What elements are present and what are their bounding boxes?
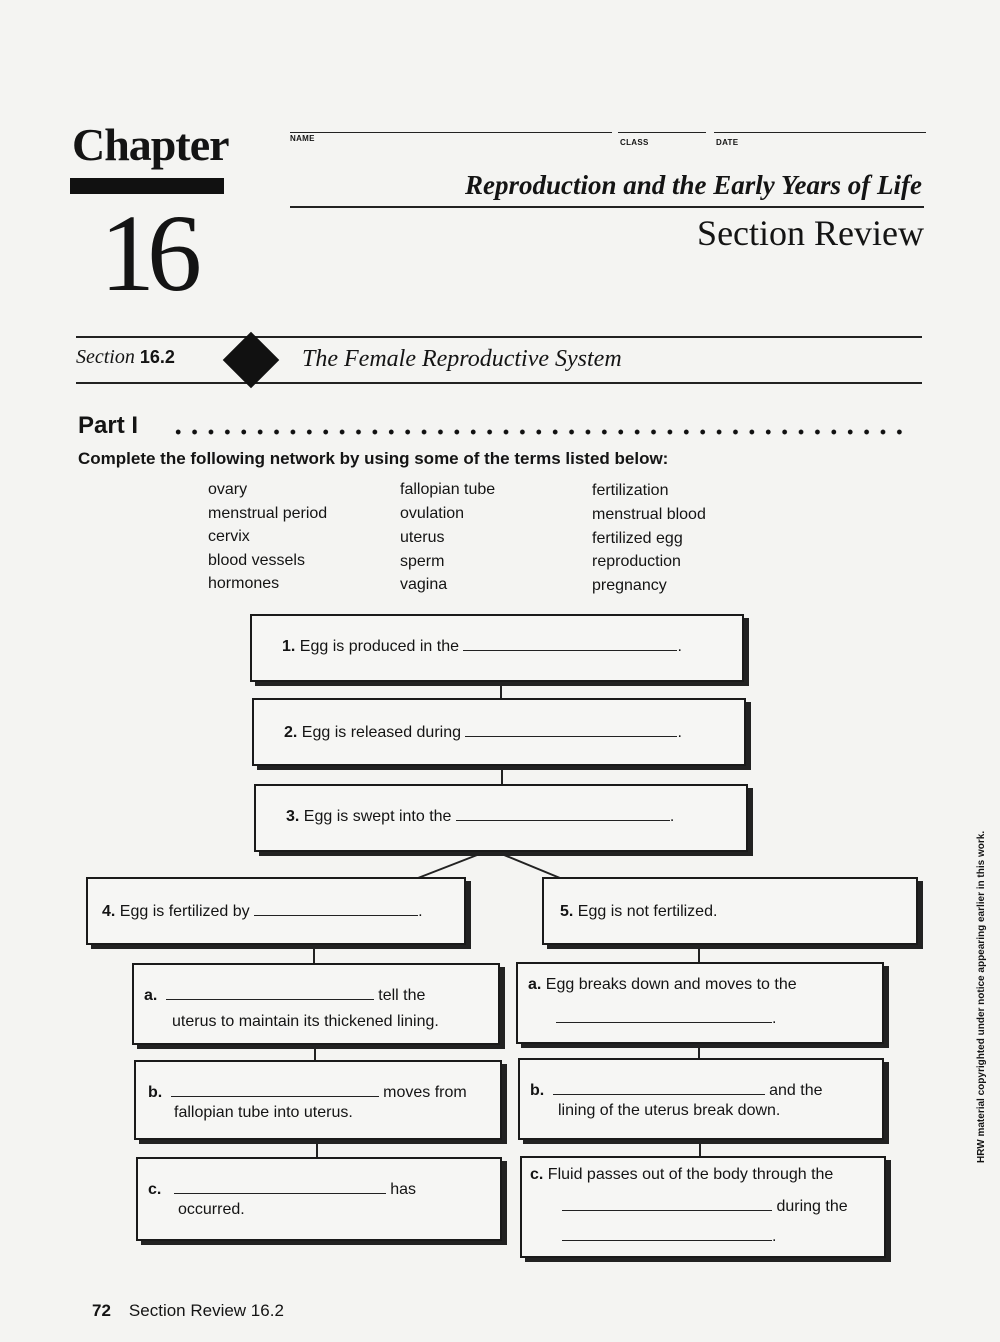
term: pregnancy: [592, 577, 667, 594]
item-line-2: lining of the uterus break down.: [558, 1102, 781, 1119]
answer-blank[interactable]: [254, 901, 418, 916]
network-box-right-b: [518, 1058, 884, 1140]
term: ovulation: [400, 505, 465, 522]
question-end: .: [669, 808, 675, 825]
connector: [313, 944, 315, 964]
term: fallopian tube: [400, 481, 496, 498]
question-5: [560, 899, 717, 924]
item-letter: b.: [148, 1084, 163, 1101]
answer-blank[interactable]: [556, 1008, 772, 1023]
item-line-2: uterus to maintain its thickened lining.: [172, 1013, 439, 1030]
question-2: [284, 720, 682, 745]
name-label: NAME: [290, 134, 315, 143]
term: fertilization: [592, 482, 669, 499]
right-c-line-2: [562, 1194, 848, 1219]
question-number: 1.: [282, 638, 296, 655]
term: cervix: [208, 528, 250, 545]
question-3: [286, 804, 674, 829]
question-text: Egg is swept into the: [303, 808, 452, 825]
network-box-4: [86, 877, 466, 945]
right-c-line-1: [530, 1162, 833, 1187]
copyright-text: HRW material copyrighted under notice appearing earlier in this work.: [976, 830, 987, 1163]
term: uterus: [400, 529, 445, 546]
question-number: 4.: [102, 903, 116, 920]
answer-blank[interactable]: [166, 985, 374, 1000]
answer-blank[interactable]: [562, 1196, 772, 1211]
footer-label: Section Review 16.2: [128, 1301, 284, 1320]
class-label: CLASS: [620, 138, 649, 147]
network-box-5: [542, 877, 918, 945]
answer-blank[interactable]: [465, 722, 677, 737]
term: hormones: [208, 575, 280, 592]
term: sperm: [400, 553, 445, 570]
network-box-right-a: [516, 962, 884, 1044]
item-letter: c.: [530, 1166, 544, 1183]
network-box-left-b: [134, 1060, 502, 1140]
book-title: Reproduction and the Early Years of Life: [464, 170, 922, 200]
section-topic: The Female Reproductive System: [302, 346, 622, 372]
page-number: 72: [92, 1301, 111, 1320]
network-box-3: [254, 784, 748, 852]
question-1: [282, 634, 682, 659]
term: reproduction: [592, 553, 681, 570]
part-title: Part I: [78, 412, 139, 439]
section-word: Section: [76, 346, 135, 368]
term: ovary: [208, 481, 248, 498]
date-label: DATE: [716, 138, 739, 147]
item-text: during the: [776, 1198, 848, 1215]
item-letter: c.: [148, 1181, 162, 1198]
item-letter: a.: [144, 987, 158, 1004]
item-text: tell the: [378, 987, 426, 1004]
right-a-line-1: [528, 972, 797, 997]
item-text: Egg breaks down and moves to the: [545, 976, 797, 993]
term: fertilized egg: [592, 530, 683, 547]
question-number: 5.: [560, 903, 574, 920]
network-box-1: [250, 614, 744, 682]
network-box-right-c: [520, 1156, 886, 1258]
question-number: 3.: [286, 808, 300, 825]
network-box-2: [252, 698, 746, 766]
item-text: and the: [769, 1082, 823, 1099]
connector: [316, 1138, 318, 1158]
question-4: [102, 899, 423, 924]
answer-blank[interactable]: [463, 636, 677, 651]
chapter-number: 16: [100, 192, 194, 314]
right-a-line-2: [556, 1006, 776, 1031]
network-box-left-a: [132, 963, 500, 1045]
term: blood vessels: [208, 552, 305, 569]
section-review-title: Section Review: [697, 213, 924, 253]
item-line-2: fallopian tube into uterus.: [174, 1104, 353, 1121]
answer-blank[interactable]: [562, 1226, 772, 1241]
question-end: .: [677, 638, 682, 655]
term: vagina: [400, 576, 448, 593]
item-text: moves from: [383, 1084, 467, 1101]
connector: [698, 944, 700, 964]
answer-blank[interactable]: [553, 1080, 765, 1095]
answer-blank[interactable]: [456, 806, 670, 821]
section-number: 16.2: [139, 347, 175, 367]
item-line-2: occurred.: [178, 1201, 245, 1218]
question-end: .: [418, 903, 423, 920]
question-text: Egg is released during: [301, 724, 462, 741]
question-text: Egg is fertilized by: [119, 903, 250, 920]
question-number: 2.: [284, 724, 298, 741]
left-a-line-1: [144, 983, 425, 1008]
term: menstrual period: [208, 505, 328, 522]
page-footer: [92, 1301, 284, 1321]
network-box-left-c: [136, 1157, 502, 1241]
copyright-notice: [956, 805, 986, 1165]
item-letter: b.: [530, 1082, 545, 1099]
item-letter: a.: [528, 976, 542, 993]
item-end: .: [772, 1228, 777, 1245]
term: menstrual blood: [592, 506, 706, 523]
question-text: Egg is produced in the: [299, 638, 460, 655]
item-text: has: [390, 1181, 417, 1198]
question-text: Egg is not fertilized.: [577, 903, 718, 920]
chapter-word: Chapter: [72, 119, 229, 170]
right-c-line-3: [562, 1224, 776, 1249]
answer-blank[interactable]: [174, 1179, 386, 1194]
question-end: .: [677, 724, 682, 741]
item-text: Fluid passes out of the body through the: [547, 1166, 834, 1183]
instructions: Complete the following network by using some of the terms listed below:: [78, 449, 669, 468]
item-end: .: [772, 1010, 777, 1027]
answer-blank[interactable]: [171, 1082, 379, 1097]
